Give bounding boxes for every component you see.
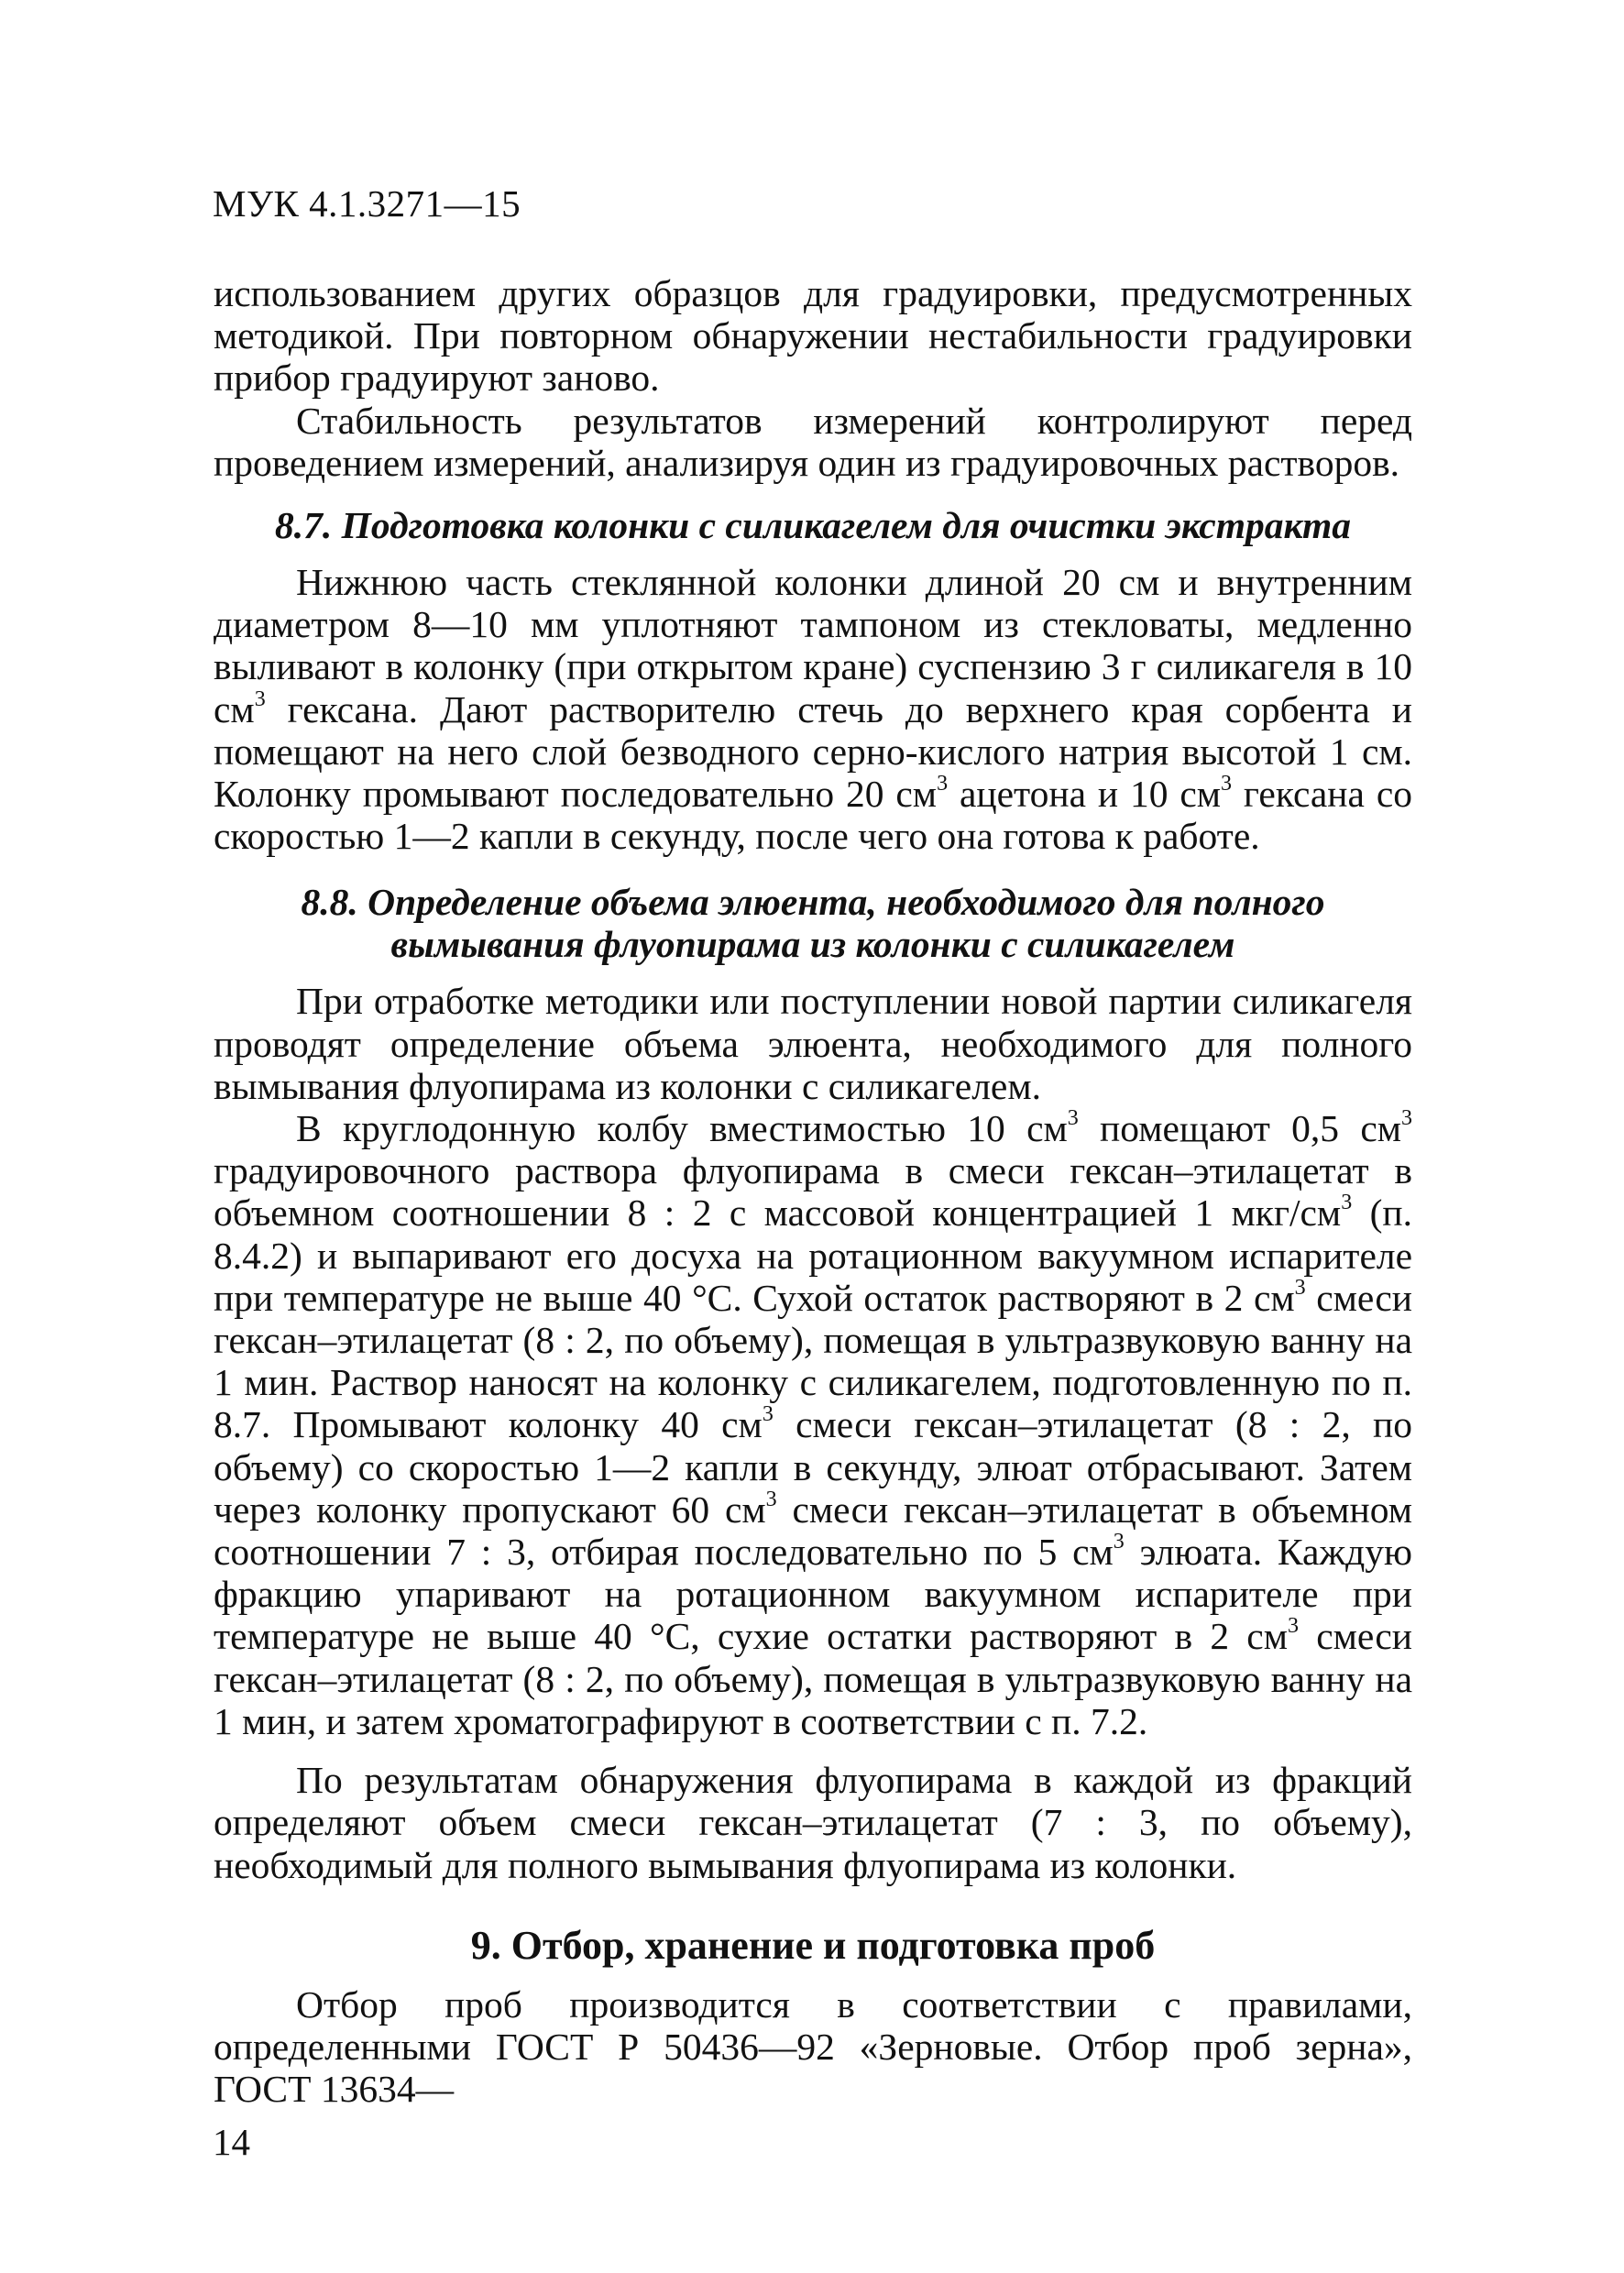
superscript: 3 — [937, 772, 949, 796]
text-fragment: смеси гексан–этилацетат (8 : 2, по объему), помещая в ультразвуковую ванну на 1 мин, и затем хроматографируют в соответствии с п. 7.2. — [214, 1615, 1412, 1742]
section-8-8-heading-line-2: вымывания флуопирама из колонки с силикагелем — [390, 923, 1235, 966]
text-fragment: ацетона и 10 см — [948, 773, 1222, 816]
section-8-8-paragraph-1: При отработке методики или поступлении новой партии силикагеля проводят определение объема элюента, необходимого для полного вымывания флуопирама из колонки с силикагелем. — [214, 980, 1412, 1107]
page-content — [214, 272, 1412, 2110]
section-8-8-paragraph-3: По результатам обнаружения флуопирама в каждой из фракций определяют объем смеси гексан–этилацетат (7 : 3, по объему), необходимый для полного вымывания флуопирама из колонки. — [214, 1759, 1412, 1886]
section-8-8-heading-line-1: 8.8. Определение объема элюента, необходимого для полного — [301, 881, 1325, 924]
superscript: 3 — [1401, 1106, 1412, 1131]
text-fragment: элюата. Каждую фракцию упаривают на ротационном вакуумном испарителе при температуре не выше 40 °С, сухие остатки растворяют в 2 см — [214, 1531, 1412, 1658]
superscript: 3 — [1288, 1614, 1299, 1639]
intro-paragraph-stability: Стабильность результатов измерений контролируют перед проведением измерений, анализируя один из градуировочных растворов. — [214, 399, 1412, 484]
text-fragment: В круглодонную колбу вместимостью 10 см — [296, 1107, 1068, 1150]
page-number: 14 — [213, 2121, 250, 2163]
superscript: 3 — [254, 686, 266, 711]
superscript: 3 — [1067, 1106, 1079, 1131]
text-fragment: смеси гексан–этилацетат (8 : 2, по объему) со скоростью 1—2 капли в секунду, элюат отбрасывают. Затем через колонку пропускают 60 см — [214, 1403, 1412, 1531]
text-fragment: Нижнюю часть стеклянной колонки длиной 20 см и внутренним диаметром 8—10 мм уплотняют тампоном из стекловаты, медленно выливают в колонку (при открытом кране) суспензию 3 г силикагеля в 10 см — [214, 561, 1412, 730]
section-8-8-heading — [214, 881, 1412, 965]
text-fragment: смеси гексан–этилацетат (8 : 2, по объему), помещая в ультразвуковую ванну на 1 мин. Раствор наносят на колонку с силикагелем, подготовленную по п. 8.7. Промывают колонку 40 см — [214, 1276, 1412, 1446]
superscript: 3 — [765, 1487, 777, 1511]
section-9-paragraph: Отбор проб производится в соответствии с правилами, определенными ГОСТ Р 50436—92 «Зерновые. Отбор проб зерна», ГОСТ 13634— — [214, 1982, 1412, 2111]
section-8-7-heading: 8.7. Подготовка колонки с силикагелем для очистки экстракта — [274, 504, 1352, 547]
intro-paragraph-continuation: использованием других образцов для градуировки, предусмотренных методикой. При повторном обнаружении нестабильности градуировки прибор градуируют заново. — [214, 272, 1412, 400]
superscript: 3 — [762, 1402, 774, 1427]
text-fragment: гексана со скоростью 1—2 капли в секунду, после чего она готова к работе. — [214, 773, 1412, 858]
text-fragment: гексана. Дают растворителю стечь до верхнего края сорбента и помещают на него слой безводного серно-кислого натрия высотой 1 см. Колонку промывают последовательно 20 см — [214, 687, 1412, 816]
document-code-header: МУК 4.1.3271—15 — [213, 182, 521, 225]
superscript: 3 — [1341, 1191, 1353, 1215]
section-8-8-paragraph-2 — [214, 1107, 1412, 1742]
superscript: 3 — [1294, 1275, 1306, 1300]
superscript: 3 — [1113, 1530, 1125, 1554]
section-9-heading: 9. Отбор, хранение и подготовка проб — [470, 1922, 1156, 1968]
text-fragment: смеси гексан–этилацетат в объемном соотношении 7 : 3, отбирая последовательно по 5 см — [214, 1488, 1412, 1574]
text-fragment: (п. 8.4.2) и выпаривают его досуха на ротационном вакуумном испарителе при температуре не выше 40 °С. Сухой остаток растворяют в 2 см — [214, 1191, 1412, 1319]
section-8-7-paragraph — [214, 561, 1412, 857]
text-fragment: градуировочного раствора флуопирама в смеси гексан–этилацетат в объемном соотношении 8 : 2 с массовой концентрацией 1 мкг/см — [214, 1149, 1412, 1235]
superscript: 3 — [1221, 772, 1233, 796]
text-fragment: помещают 0,5 см — [1078, 1107, 1401, 1150]
